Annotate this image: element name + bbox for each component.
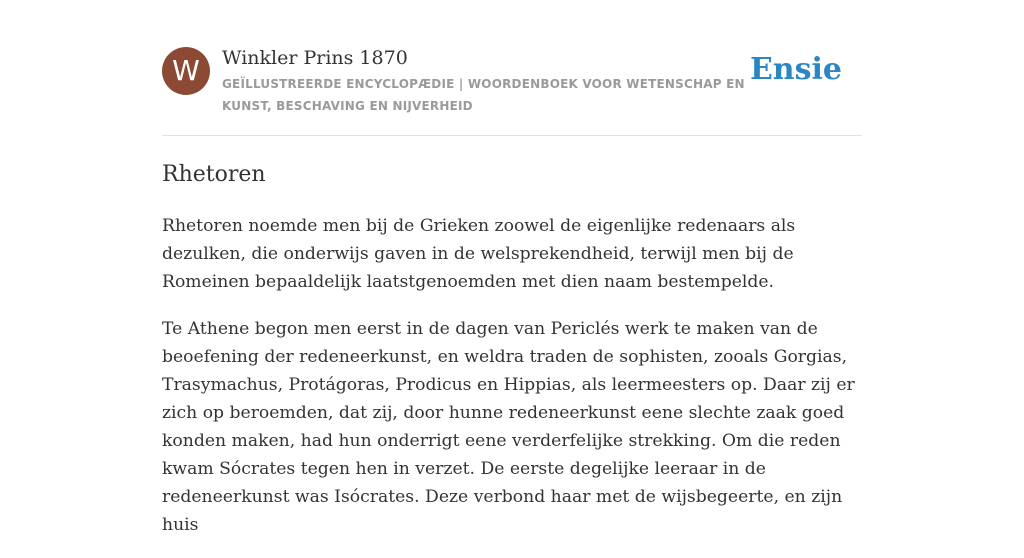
paragraph: Rhetoren noemde men bij de Grieken zoowel de eigenlijke redenaars als dezulken, die onderwijs gaven in de welsprekendheid, terwijl men bij de Romeinen bepaaldelijk laatstgenoemden met dien naam bestempelde.	[162, 216, 796, 292]
source-name[interactable]: Winkler Prins 1870	[222, 47, 408, 69]
paragraph: Te Athene begon men eerst in de dagen van Periclés werk te maken van de beoefening der redeneerkunst, en weldra traden de sophisten, zooals Gorgias, Trasymachus, Protágoras, Prodicus en Hippias, als leermeesters op. Daar zij er zich op beroemden, dat zij, door hunne redeneerkunst eene slechte zaak goed konden maken, had hun onderrigt eene verderfelijke strekking. Om die reden kwam Sócrates tegen hen in verzet. De eerste degelijke leeraar in de redeneerkunst was Isócrates. Deze verbond haar met de wijsbegeerte, en zijn huis	[162, 319, 855, 535]
source-subtitle: GEÏLLUSTREERDE ENCYCLOPÆDIE | WOORDENBOEK VOOR WETENSCHAP EN KUNST, BESCHAVING EN NIJVERHEID	[222, 77, 745, 113]
page-title: Rhetoren	[162, 162, 266, 187]
ensie-logo[interactable]: Ensie	[749, 52, 842, 87]
article-body	[162, 212, 862, 558]
header	[162, 46, 862, 116]
avatar[interactable]: W	[162, 47, 210, 95]
divider	[162, 135, 862, 136]
